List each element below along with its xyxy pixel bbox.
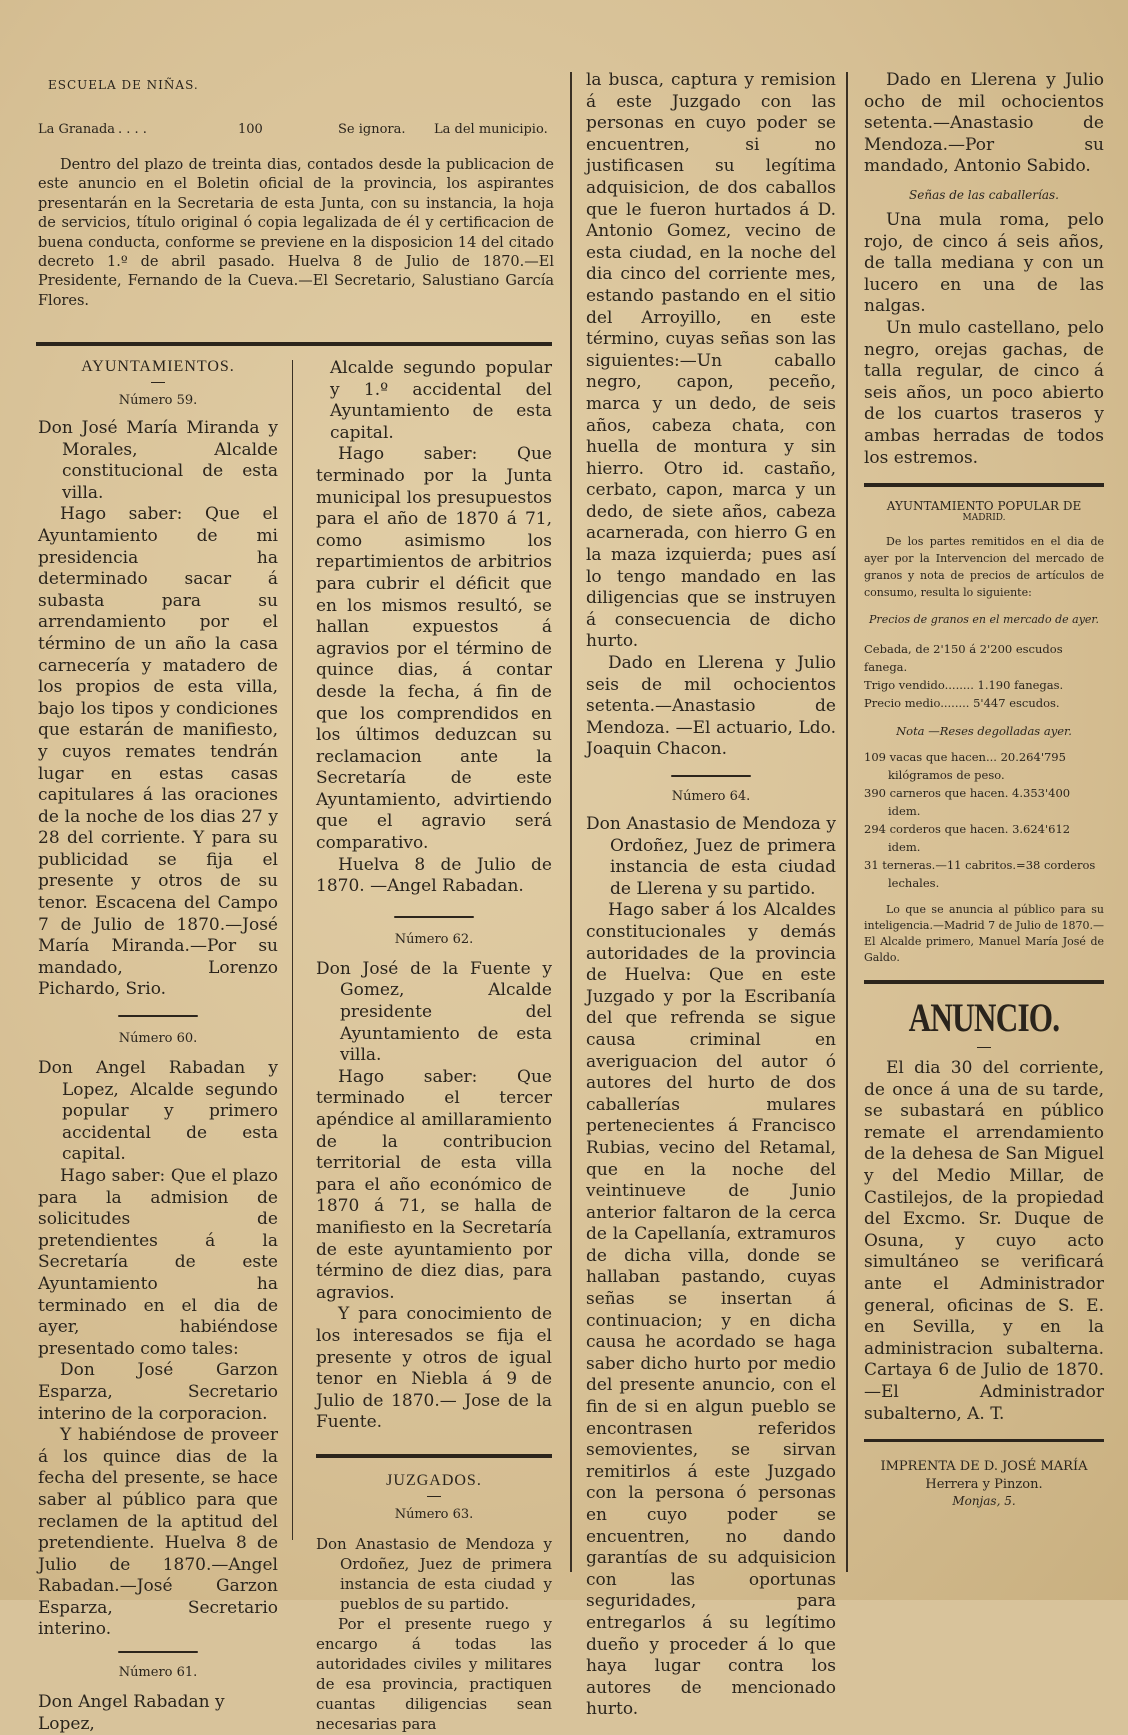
- n60-heading: Don Angel Rabadan y Lopez, Alcalde segundo popular y primero accidental de esta capital.: [38, 1058, 278, 1165]
- dots: . . . .: [118, 122, 147, 137]
- n61-sign: Huelva 8 de Julio de 1870. —Angel Rabadan.: [316, 854, 552, 897]
- mark-1: Una mula roma, pelo rojo, de cinco á seis años, de talla mediana y con un lucero en una de las nalgas.: [864, 209, 1104, 317]
- place: La Granada: [38, 122, 116, 137]
- grain-title: Precios de granos en el mercado de ayer.: [869, 613, 1099, 627]
- anuncio-body: El dia 30 del corriente, de once á una de su tarde, se subastará en público remate el arrendamiento de la dehesa de San Miguel y del Medio Millar, de Castilejos, de la propiedad del Excmo. Sr. Duque de Osuna, y cuyo acto simultáneo se verificará ante el Administrador general, oficinas de S. E. en Sevilla, y en la administracion subalterna. Cartaya 6 de Julio de 1870. —El Administrador subalterno, A. T.: [864, 1058, 1104, 1424]
- anuncio-title: ANUNCIO.: [908, 995, 1060, 1041]
- marks-title: Señas de las caballerías.: [909, 187, 1059, 202]
- section-juzgados: JUZGADOS.: [386, 1471, 482, 1489]
- n61-continuation: Alcalde segundo popular y 1.º accidental del Ayuntamiento de esta capital.: [330, 358, 552, 443]
- madrid-sign: Lo que se anuncia al público para su inteligencia.—Madrid 7 de Julio de 1870.—El Alcalde primero, Manuel María José de Galdo.: [864, 903, 1104, 965]
- school-row: [38, 122, 554, 137]
- n62-heading: Don José de la Fuente y Gomez, Alcalde presidente del Ayuntamiento de esta villa.: [316, 958, 552, 1066]
- notice-number: Número 64.: [671, 789, 751, 804]
- notice-number: Número 59.: [118, 393, 198, 408]
- cattle-line: 294 corderos que hacen. 3.624'612 idem.: [864, 822, 1071, 855]
- notice-number: Número 61.: [118, 1665, 198, 1681]
- teacher: Se ignora.: [338, 122, 406, 137]
- n63-heading: Don Anastasio de Mendoza y Ordoñez, Juez de primera instancia de esta ciudad y pueblos de su partido.: [316, 1534, 552, 1613]
- notice-number: Número 63.: [394, 1506, 474, 1522]
- column-c: [586, 70, 836, 1721]
- n60-body: Hago saber: Que el plazo para la admision de solicitudes de pretendientes á la Secretaría de este Ayuntamiento ha terminado en el dia de ayer, habiéndose presentado como tales:: [38, 1166, 278, 1359]
- cattle-line: 109 vacas que hacen... 20.264'795 kilógramos de peso.: [864, 750, 1066, 783]
- n60-closing: Y habiéndose de proveer á los quince dias de la fecha del presente, se hace saber al público para que reclamen de la aptitud del pretendiente. Huelva 8 de Julio de 1870.—Angel Rabadan.—José Garzon Esparza, Secretario interino.: [38, 1425, 278, 1640]
- madrid-subtitle: MADRID.: [962, 513, 1006, 524]
- n60-candidate: Don José Garzon Esparza, Secretario interino de la corporacion.: [38, 1360, 278, 1424]
- ornament-rule: [671, 775, 751, 777]
- n64-sign: Dado en Llerena y Julio ocho de mil ochocientos setenta.—Anastasio de Mendoza.—Por su mandado, Antonio Sabido.: [864, 70, 1104, 177]
- n64-body: Hago saber á los Alcaldes constitucionales y demás autoridades de la provincia de Huelva: Que en este Juzgado y por la Escribanía del que refrenda se sigue causa criminal en averiguacion del autor ó autores del hurto de dos caballerías mulares pertenecientes á Francisco Rubias, vecino del Retamal, que en la noche del veintinueve de Junio anterior faltaron de la cerca de la Capellanía, extramuros de dicha villa, donde se hallaban pastando, cuyas señas se insertan á continuacion; y en dicha causa he acordado se haga saber dicho hurto por medio del presente anuncio, con el fin de si en algun pueblo se encontrasen referidos semovientes, se sirvan remitirlos á este Juzgado con la persona ó personas en cuyo poder se encuentren, no dando garantías de su adquisicion con las oportunas seguridades, para entregarlos á su legítimo dueño y proceder á lo que haya lugar contra los autores de mencionado hurto.: [586, 900, 836, 1720]
- thick-rule: [864, 980, 1104, 984]
- mark-2: Un mulo castellano, pelo negro, orejas gachas, de talla regular, de cinco á seis años, un poco abierto de los cuartos traseros y ambas herradas de todos los estremos.: [864, 317, 1104, 468]
- n63-continuation: la busca, captura y remision á este Juzgado con las personas en cuyo poder se encuentren, si no justificasen su legítima adquisicion, de dos caballos que le fueron hurtados á D. Antonio Gomez, vecino de esta ciudad, en la noche del dia cinco del corriente mes, estando pastando en el sitio del Arroyillo, en este término, cuyas señas son las siguientes:—Un caballo negro, capon, peceño, marca y un dedo, de seis años, cabeza chata, con huella de montura y sin hierro. Otro id. castaño, cerbato, capon, marca y un dedo, de siete años, cabeza acarnerada, con hierro G en la maza izquierda; pues así lo tengo mandado en las diligencias que se instruyen á consecuencia de dicho hurto.: [586, 70, 836, 652]
- column-rule: [846, 72, 848, 1572]
- column-d: [864, 70, 1104, 1508]
- madrid-title: AYUNTAMIENTO POPULAR DE: [886, 499, 1082, 514]
- school-label: ESCUELA DE NIÑAS.: [48, 78, 199, 92]
- n61-heading: Don Angel Rabadan y Lopez,: [38, 1692, 225, 1734]
- dash: [427, 1496, 441, 1497]
- n62-body: Hago saber: Que terminado el tercer apéndice al amillaramiento de la contribucion territorial de esta villa para el año económico de 1870 á 71, se halla de manifiesto en la Secretaría de este ayuntamiento por término de diez dias, para agravios.: [316, 1066, 552, 1303]
- printer-line: IMPRENTA DE D. JOSÉ MARÍA Herrera y Pinzon.: [880, 1459, 1088, 1493]
- paid-by: La del municipio.: [434, 122, 548, 137]
- n61-body: Hago saber: Que terminado por la Junta municipal los presupuestos para el año de 1870 á 71, como asimismo los repartimientos de arbitrios para cubrir el déficit que en los mismos resultó, se hallan expuestos á agravios por el término de quince dias, á contar desde la fecha, á fin de que los comprendidos en los últimos deduzcan su reclamacion ante la Secretaría de este Ayuntamiento, advirtiendo que el agravio será comparativo.: [316, 444, 552, 854]
- madrid-intro: De los partes remitidos en el dia de ayer por la Intervencion del mercado de granos y nota de precios de artículos de consumo, resulta lo siguiente:: [864, 535, 1104, 600]
- notice-number: Número 60.: [118, 1031, 198, 1047]
- ornament-rule: [118, 1651, 198, 1653]
- n59-body: Hago saber: Que el Ayuntamiento de mi presidencia ha determinado sacar á subasta para su arrendamiento por el término de un año la casa carnecería y matadero de los propios de esta villa, bajo los tipos y condiciones que estarán de manifiesto, y cuyos remates tendrán lugar en estas casas capitulares á las oraciones de la noche de los dias 27 y 28 del corriente. Y para su publicidad se fija el presente y otros de su tenor. Escacena del Campo 7 de Julio de 1870.—José María Miranda.—Por su mandado, Lorenzo Pichardo, Srio.: [38, 504, 278, 1000]
- dash: [151, 382, 165, 383]
- n64-heading: Don Anastasio de Mendoza y Ordoñez, Juez de primera instancia de esta ciudad de Llerena y su partido.: [586, 814, 836, 899]
- thick-rule: [864, 483, 1104, 487]
- wheat-sold: Trigo vendido........ 1.190 fanegas.: [864, 678, 1064, 693]
- intro-notice: Dentro del plazo de treinta dias, contados desde la publicacion de este anuncio en el Boletin oficial de la provincia, los aspirantes presentarán en la Secretaria de esta Junta, con su instancia, la hoja de servicios, título original ó copia legalizada de él y certificacion de buena conducta, conforme se previene en la disposicion 14 del citado decreto 1.º de abril pasado. Huelva 8 de Julio de 1870.—El Presidente, Fernando de la Cueva.—El Secretario, Salustiano García Flores.: [38, 157, 554, 309]
- thick-rule: [316, 1454, 552, 1458]
- thick-rule: [864, 1439, 1104, 1442]
- cattle-title: Nota —Reses degolladas ayer.: [896, 724, 1072, 739]
- barley-price: Cebada, de 2'150 á 2'200 escudos fanega.: [864, 642, 1063, 675]
- amount: 100: [238, 122, 263, 137]
- section-ayuntamientos: AYUNTAMIENTOS.: [81, 358, 235, 375]
- n62-closing: Y para conocimiento de los interesados se fija el presente y otros de igual tenor en Niebla á 9 de Julio de 1870.— Jose de la Fuente.: [316, 1304, 552, 1433]
- subcolumn-a: [38, 358, 278, 1735]
- ornament-rule: [394, 916, 474, 918]
- cattle-line: 390 carneros que hacen. 4.353'400 idem.: [864, 786, 1071, 819]
- column-rule: [570, 72, 572, 1572]
- dash: [977, 1047, 991, 1048]
- subcolumn-b: [316, 358, 552, 1734]
- cattle-line: 31 terneras.—11 cabritos.=38 corderos lechales.: [864, 858, 1096, 891]
- subcolumn-rule: [292, 360, 293, 1540]
- n63-body: Por el presente ruego y encargo á todas las autoridades civiles y militares de esa provincia, practiquen cuantas diligencias sean necesarias para: [316, 1614, 552, 1733]
- average-price: Precio medio........ 5'447 escudos.: [864, 696, 1060, 711]
- thick-rule: [36, 342, 552, 346]
- notice-number: Número 62.: [394, 931, 474, 947]
- printer-address: Monjas, 5.: [952, 1494, 1016, 1509]
- ornament-rule: [118, 1015, 198, 1017]
- n59-heading: Don José María Miranda y Morales, Alcalde constitucional de esta villa.: [38, 418, 278, 503]
- n63-sign: Dado en Llerena y Julio seis de mil ochocientos setenta.—Anastasio de Mendoza. —El actuario, Ldo. Joaquin Chacon.: [586, 653, 836, 760]
